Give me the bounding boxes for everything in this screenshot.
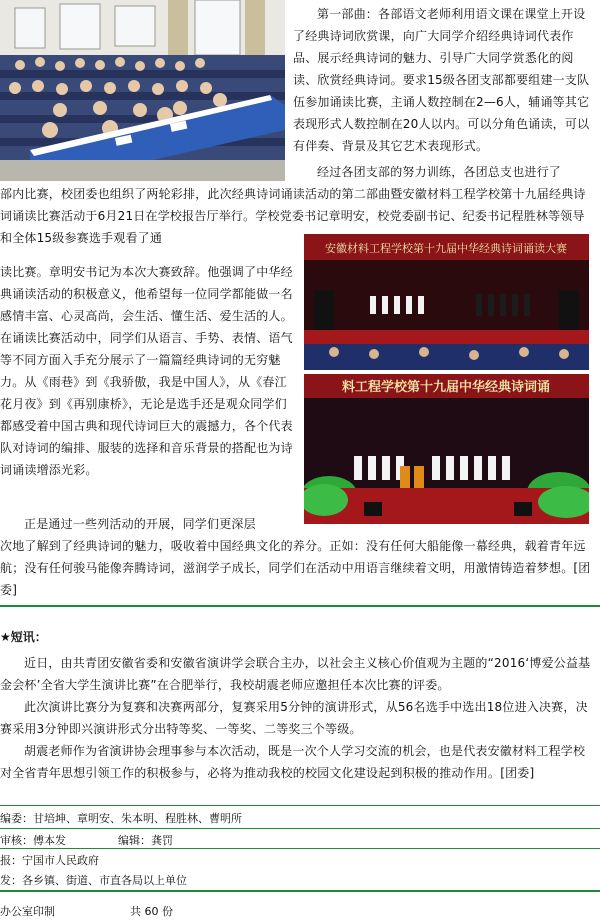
footer-review: 审核：傅本发 — [0, 834, 66, 847]
footer-rule-1 — [0, 828, 600, 829]
stage-photo-top — [304, 234, 589, 370]
brief-heading: ★短讯： — [0, 630, 47, 644]
stage-photo-bottom — [304, 374, 589, 524]
footer-editors: 编委：甘培坤、章明安、朱本明、程胜林、曹明所 — [0, 812, 242, 825]
paragraph-training-start: 经过各团支部的努力训练，各团总支也进行了 — [317, 165, 562, 179]
separator-top — [0, 605, 600, 607]
footer-rule-top — [0, 805, 600, 806]
banner-text-bottom: 料工程学校第十九届中华经典诗词诵 — [341, 380, 551, 395]
brief-paragraph-3: 胡震老师作为省演讲协会理事参与本次活动，既是一次个人学习交流的机会，也是代表安徽材料工程学校对全省青年思想引领工作的积极参与，必将为推动我校的校园文化建设起到积极的推动作用。[团委] — [0, 744, 586, 780]
footer-office: 办公室印制 — [0, 905, 55, 918]
paragraph-competition: 读比赛。章明安书记为本次大赛致辞。他强调了中华经典诵读活动的积极意义，他希望每一位同学都能做一名感情丰富、心灵高尚，会生活、懂生活、爱生活的人。在诵读比赛活动中，同学们从语言、手势、表情、语气等不同方面入手充分展示了一篇篇经典诗词的无穷魅力。从《雨巷》到《我骄傲，我是中国人》，从《春江花月夜》到《再别康桥》，无论是选手还是观众同学们都感受着中国古典和现代诗词巨大的震撼力，各个代表队对诗词的编排、服装的选择和音乐背景的搭配也为诗词诵读增添光彩。 — [0, 265, 293, 477]
banner-text-top: 安徽材料工程学校第十九届中华经典诗词诵读大赛 — [325, 242, 567, 255]
footer-copies: 共 60 份 — [130, 905, 173, 918]
paragraph-conclusion: 次地了解到了经典诗词的魅力，吸收着中国经典文化的养分。正如：没有任何大船能像一幕经典，载着青年远航；没有任何骏马能像奔腾诗词，滋润学子成长，同学们在活动中用语言继续着文明，用激情铸造着梦想。[团委] — [0, 539, 591, 597]
footer-rule-3 — [0, 890, 600, 892]
footer-report: 报：宁国市人民政府 — [0, 854, 99, 867]
footer-rule-2 — [0, 848, 600, 849]
brief-paragraph-1: 近日，由共青团安徽省委和安徽省演讲学会联合主办，以社会主义核心价值观为主题的“2016‘博爱公益基金会杯’全省大学生演讲比赛”在合肥举行，我校胡震老师应邀担任本次比赛的评委。 — [0, 656, 591, 692]
brief-paragraph-2: 此次演讲比赛分为复赛和决赛两部分，复赛采用5分钟的演讲形式，从56名选手中选出18位进入决赛，决赛采用3分钟即兴演讲形式分出特等奖、一等奖、二等奖三个等级。 — [0, 700, 588, 736]
paragraph-conclusion-start: 正是通过一些列活动的开展，同学们更深层 — [24, 517, 256, 531]
paragraph-training: 部内比赛，校团委也组织了两轮彩排，此次经典诗词诵读活动的第二部曲暨安徽材料工程学校第十九届经典诗词诵读比赛活动于6月21日在学校报告厅举行。学校党委书记章明安，校党委副书记、纪委书记程胜林等领导和全体15级参赛选手观看了通 — [0, 187, 586, 245]
footer-editor: 编辑：龚罚 — [118, 834, 173, 847]
meeting-hall-photo — [0, 0, 285, 181]
footer-send: 发：各乡镇、街道、市直各局以上单位 — [0, 874, 187, 887]
paragraph-part1: 第一部曲：各部语文老师利用语文课在课堂上开设了经典诗词欣赏课，向广大同学介绍经典诗词代表作品、展示经典诗词的魅力、引导广大同学赏悉化的阅读、欣赏经典诗词。要求15级各团支部都要组建一支队伍参加诵读比赛，主诵人数控制在2—6人，辅诵等其它表现形式人数控制在20人以内。可以分角色诵读，可以有伴奏、背景及其它艺术表现形式。 — [293, 7, 590, 153]
